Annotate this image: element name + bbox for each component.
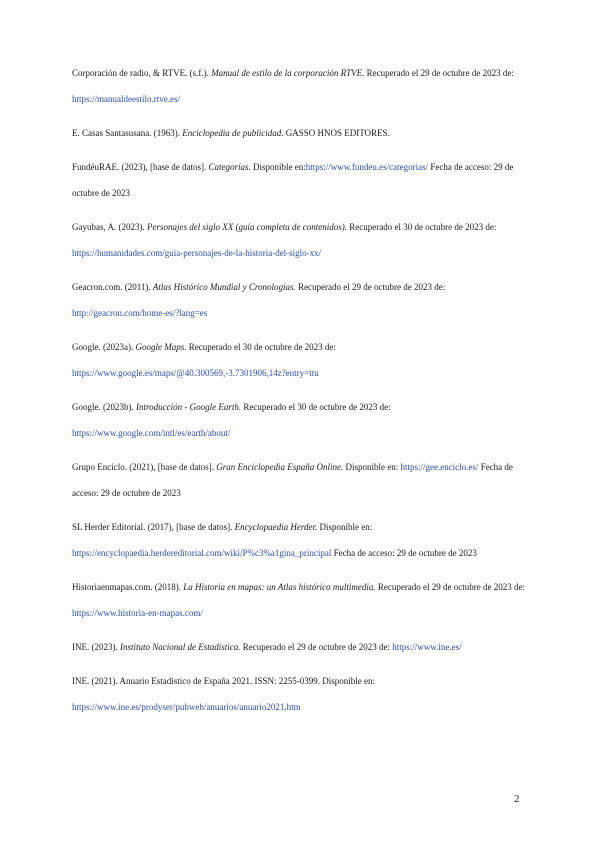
reference-link[interactable]: https://encyclopaedia.herdereditorial.com/wiki/P%c3%a1gina_principal bbox=[72, 548, 332, 558]
reference-details: Recuperado el 29 de octubre de 2023 de: bbox=[364, 68, 514, 78]
page-number: 2 bbox=[514, 793, 520, 805]
reference-entry bbox=[72, 574, 530, 626]
reference-access-date: Fecha de acceso: 29 de octubre de 2023 bbox=[72, 162, 514, 198]
reference-details: Recuperado el 30 de octubre de 2023 de: bbox=[241, 402, 391, 412]
reference-authors: Grupo Enciclo. (2021), [base de datos]. bbox=[72, 462, 217, 472]
reference-authors: Gayubas, A. (2023). bbox=[72, 222, 147, 232]
reference-link[interactable]: https://www.historia-en-mapas.com/ bbox=[72, 608, 203, 618]
reference-link[interactable]: https://www.ine.es/prodyser/pubweb/anuarios/anuario2021.htm bbox=[72, 702, 301, 712]
reference-access-date: Fecha de acceso: 29 de octubre de 2023 bbox=[331, 548, 477, 558]
reference-entry bbox=[72, 154, 530, 206]
reference-details: Recuperado el 30 de octubre de 2023 de: bbox=[186, 342, 336, 352]
reference-authors: Google. (2023b). bbox=[72, 402, 136, 412]
reference-link[interactable]: https://manualdeestilo.rtve.es/ bbox=[72, 94, 180, 104]
reference-title: Instituto Nacional de Estadística. bbox=[120, 642, 241, 652]
reference-link[interactable]: https://gee.enciclo.es/ bbox=[400, 462, 479, 472]
reference-entry bbox=[72, 394, 530, 446]
reference-title: Gran Enciclopedia España Online. bbox=[216, 462, 344, 472]
reference-authors: INE. (2021). Anuario Estadístico de España 2021. ISSN: 2255-0399. Disponible en: bbox=[72, 676, 375, 686]
reference-link[interactable]: https://www.google.es/maps/@40.300569,-3.7301906,14z?entry=ttu bbox=[72, 368, 319, 378]
reference-details: . GASSO HNOS EDITORES. bbox=[281, 128, 390, 138]
reference-authors: INE. (2023). bbox=[72, 642, 120, 652]
reference-authors: Historiaenmapas.com. (2018). bbox=[72, 582, 184, 592]
reference-authors: Corporación de radio, & RTVE. (s.f.). bbox=[72, 68, 212, 78]
reference-link[interactable]: https://www.fundeu.es/categorias/ bbox=[305, 162, 429, 172]
reference-entry bbox=[72, 120, 530, 146]
reference-authors: E. Casas Santasusana. (1963). bbox=[72, 128, 183, 138]
reference-title: Google Maps. bbox=[135, 342, 187, 352]
reference-list bbox=[72, 60, 530, 728]
reference-entry bbox=[72, 214, 530, 266]
reference-authors: FundéuRAE. (2023), [base de datos]. bbox=[72, 162, 209, 172]
reference-authors: SL Herder Editorial. (2017), [base de datos]. bbox=[72, 522, 235, 532]
reference-entry bbox=[72, 60, 530, 112]
reference-link[interactable]: https://www.google.com/intl/es/earth/about/ bbox=[72, 428, 231, 438]
reference-details: Disponible en: bbox=[343, 462, 401, 472]
reference-title: Introducción - Google Earth. bbox=[136, 402, 242, 412]
reference-entry bbox=[72, 634, 530, 660]
reference-authors: Google. (2023a). bbox=[72, 342, 136, 352]
reference-authors: Geacron.com. (2011). bbox=[72, 282, 153, 292]
reference-title: Atlas Histórico Mundial y Cronologías. bbox=[152, 282, 296, 292]
reference-title: La Historia en mapas: un Atlas histórico multimedia. bbox=[183, 582, 376, 592]
reference-entry bbox=[72, 668, 530, 720]
reference-entry bbox=[72, 454, 530, 506]
reference-details: Recuperado el 29 de octubre de 2023 de: bbox=[240, 642, 393, 652]
reference-details: Recuperado el 30 de octubre de 2023 de: bbox=[346, 222, 497, 232]
reference-link[interactable]: http://geacron.com/home-es/?lang=es bbox=[72, 308, 208, 318]
reference-details: Disponible en: bbox=[317, 522, 373, 532]
reference-link[interactable]: https://www.ine.es/ bbox=[392, 642, 462, 652]
reference-details: Disponible en: bbox=[250, 162, 306, 172]
reference-access-date: Fecha de acceso: 29 de octubre de 2023 bbox=[72, 462, 513, 498]
reference-entry bbox=[72, 274, 530, 326]
reference-details: Recuperado el 29 de octubre de 2023 de: bbox=[295, 282, 446, 292]
reference-title: Categorías. bbox=[208, 162, 251, 172]
reference-title: Encyclopaedia Herder. bbox=[234, 522, 318, 532]
reference-title: Personajes del siglo XX (guía completa de contenidos). bbox=[147, 222, 347, 232]
reference-title: Enciclopedia de publicidad bbox=[182, 128, 282, 138]
reference-details: Recuperado el 29 de octubre de 2023 de: bbox=[375, 582, 526, 592]
reference-entry bbox=[72, 334, 530, 386]
reference-entry bbox=[72, 514, 530, 566]
reference-title: Manual de estilo de la corporación RTVE. bbox=[211, 68, 365, 78]
reference-link[interactable]: https://humanidades.com/guia-personajes-de-la-historia-del-siglo-xx/ bbox=[72, 248, 322, 258]
